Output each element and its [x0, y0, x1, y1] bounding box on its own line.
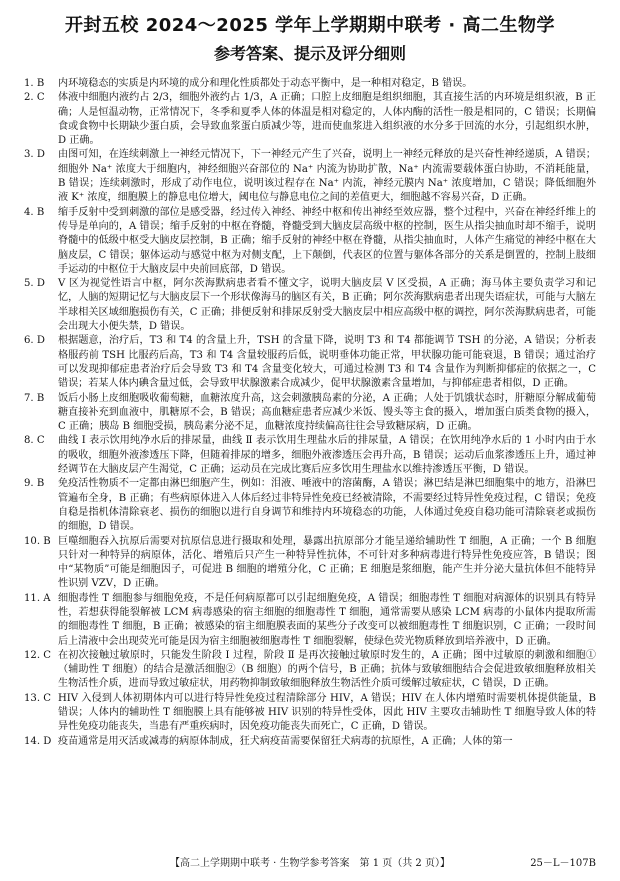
answer-explanation: 曲线 Ⅰ 表示饮用纯净水后的排尿量，曲线 Ⅱ 表示饮用生理盐水后的排尿量，A 错误；在饮用纯净水后的 1 小时内由于水的吸收，细胞外液渗透压下降，但随着排尿的增多，细胞外液渗透压会再升高，B 错误；运动后血浆渗透压上升，通过神经调节在大脑皮层产生渴觉，C 正确；运动员在完成比赛后应多饮用生理盐水以维持渗透压平衡，D 错误。: [58, 435, 596, 476]
answer-item: [24, 334, 596, 391]
answer-explanation: 内环境稳态的实质是内环境的成分和理化性质都处于动态平衡中，是一种相对稳定，B 错误。: [58, 78, 473, 89]
answer-item: [24, 277, 596, 334]
answer-explanation: HIV 入侵到人体初期体内可以进行特异性免疫过程清除部分 HIV，A 错误；HIV 在人体内增殖时需要机体提供能量，B 错误；人体内的辅助性 T 细胞膜上具有能够被 HIV 识别的特异性受体，因此 HIV 主要攻击辅助性 T 细胞导致人体的特异性免疫功能丧失，当患有严重疾病时，因免疫功能丧失而死亡，C 正确，D 错误。: [58, 692, 596, 733]
answer-item: [24, 148, 596, 205]
answer-item: [24, 592, 596, 649]
answer-item: [24, 535, 596, 592]
answer-number: 12. C: [24, 649, 51, 661]
answer-item: [24, 692, 596, 735]
answer-explanation: 根据题意，治疗后，T3 和 T4 的含量上升，TSH 的含量下降，说明 T3 和 T4 都能调节 TSH 的分泌，A 错误；分析表格服药前 TSH 比服药后高，T3 和 T4 含量较服药后低，说明垂体功能正常，甲状腺功能可能衰退，B 错误；通过治疗可以发现抑郁症患者治疗后会导致 T3 和 T4 含量变化较大，可通过检测 T3 和 T4 含量作为判断抑郁症的依据之一，C 错误；若某人体内碘含量过低，会导致甲状腺激素合成减少，促甲状腺激素含量增加，与抑郁症患者相似，D 正确。: [58, 335, 596, 390]
answer-item: [24, 434, 596, 477]
answer-explanation: 由图可知，在连续刺激上一神经元情况下，下一神经元产生了兴奋，说明上一神经元释放的是兴奋性神经递质，A 错误；细胞外 Na⁺ 浓度大于细胞内，神经细胞兴奋部位的 Na⁺ 内流为协助扩散，Na⁺ 内流需要载体蛋白协助，不消耗能量，B 错误；连续刺激时，形成了动作电位，说明该过程存在 Na⁺ 内流，神经元膜内 Na⁺ 浓度增加，C 错误；降低细胞外液 K⁺ 浓度，细胞膜上的静息电位增大，阈电位与静息电位之间的差值更大，细胞越不容易兴奋，D 正确。: [58, 149, 596, 204]
answer-list: [24, 77, 596, 749]
footer-page-info: 【高二上学期期中联考 · 生物学参考答案 第 1 页（共 2 页）】: [170, 858, 450, 869]
page-subtitle: 参考答案、提示及评分细则: [213, 44, 406, 63]
footer-code: 25－L－107B: [530, 858, 596, 869]
answer-number: 7. B: [24, 392, 45, 404]
answer-explanation: 饭后小肠上皮细胞吸收葡萄糖，血糖浓度升高，这会刺激胰岛素的分泌，A 正确；人处于饥饿状态时，肝糖原分解成葡萄糖直接补充到血液中，肌糖原不会，B 错误；高血糖症患者应减少米饭、馒头等主食的摄入，增加蛋白质类食物的摄入，C 正确；胰岛 B 细胞受损，胰岛素分泌不足，血糖浓度持续偏高往往会导致糖尿病，D 正确。: [58, 392, 596, 433]
answer-item: [24, 735, 596, 749]
answer-number: 5. D: [24, 278, 45, 290]
answer-item: [24, 77, 596, 91]
answer-number: 14. D: [24, 735, 52, 747]
answer-explanation: V 区为视觉性语言中枢，阿尔茨海默病患者看不懂文字，说明大脑皮层 V 区受损，A 正确；海马体主要负责学习和记忆，人脑的短期记忆与大脑皮层下一个形状像海马的脑区有关，B 正确；阿尔茨海默病患者出现失语症状，可能与大脑左半球相关区域细胞损伤有关，C 正确；排便反射和排尿反射受大脑皮层中相应高级中枢的调控，阿尔茨海默病患者，可能会出现大小便失禁，D 错误。: [58, 278, 596, 333]
answer-item: [24, 649, 596, 692]
answer-number: 4. B: [24, 206, 45, 218]
answer-explanation: 细胞毒性 T 细胞参与细胞免疫，不是任何病原都可以引起细胞免疫，A 错误；细胞毒性 T 细胞对病源体的识别具有特异性，若想获得能裂解被 LCM 病毒感染的宿主细胞的细胞毒性 T 细胞，通常需要从感染 LCM 病毒的小鼠体内提取所需的细胞毒性 T 细胞，B 正确；被感染的宿主细胞膜表面的某些分子改变可以被细胞毒性 T 细胞识别，C 正确；一段时间后上清液中会出现荧光可能是因为宿主细胞被细胞毒性 T 细胞裂解，使绿色荧光物质释放到培养液中，D 正确。: [58, 592, 596, 647]
answer-number: 1. B: [24, 78, 45, 89]
answer-number: 3. D: [24, 149, 45, 161]
answer-explanation: 疫苗通常是用灭活或减毒的病原体制成，狂犬病疫苗需要保留狂犬病毒的抗原性，A 正确；人体的第一: [58, 735, 513, 747]
answer-item: [24, 477, 596, 534]
answer-item: [24, 206, 596, 277]
answer-explanation: 免疫活性物质不一定都由淋巴细胞产生，例如：泪液、唾液中的溶菌酶，A 错误；淋巴结是淋巴细胞集中的地方，沿淋巴管遍布全身，B 正确；有些病原体进入人体后经过非特异性免疫已经被清除，不需要经过特异性免疫过程，C 错误；免疫自稳是指机体清除衰老、损伤的细胞以进行自身调节和维持内环境稳态的功能，人体通过免疫自稳功能可清除衰老或损伤的细胞，D 错误。: [58, 478, 596, 533]
answer-explanation: 缩手反射中受到刺激的部位是感受器，经过传入神经、神经中枢和传出神经至效应器，整个过程中，兴奋在神经纤维上的传导是单向的，A 错误；缩手反射的中枢在脊髓，脊髓受到大脑皮层高级中枢的控制，医生从指尖抽血时却不缩手，说明脊髓中的低级中枢受大脑皮层控制，B 正确；缩手反射的神经中枢在脊髓，从指尖抽血时，人体产生痛觉的神经中枢在大脑皮层，C 错误；躯体运动与感觉中枢为对侧支配，上下颠倒，代表区的位置与躯体各部分的关系是倒置的，控制上肢细手运动的中枢位于大脑皮层中央前回底部，D 错误。: [58, 206, 596, 275]
answer-item: [24, 392, 596, 435]
answer-number: 6. D: [24, 335, 45, 347]
answer-number: 11. A: [24, 592, 51, 604]
page-footer: [24, 857, 596, 871]
answer-explanation: 体液中细胞内液约占 2/3，细胞外液约占 1/3，A 正确；口腔上皮细胞是组织细胞，其直接生活的内环境是组织液，B 正确；人是恒温动物，正常情况下，冬季和夏季人体的体温是相对稳定的，人体内酶的活性一般是相同的，C 错误；长期偏食或食物中长期缺少蛋白质，会导致血浆蛋白质减少等，进而使血浆进入组织液的水分多于回流的水分，引起组织水肿，D 正确。: [58, 92, 596, 147]
answer-number: 13. C: [24, 692, 51, 704]
answer-number: 2. C: [24, 92, 45, 104]
answer-number: 10. B: [24, 535, 51, 547]
page-title: 开封五校 2024～2025 学年上学期期中联考 · 高二生物学: [64, 15, 556, 36]
answer-item: [24, 91, 596, 148]
answer-number: 8. C: [24, 435, 45, 447]
answer-explanation: 在初次接触过敏原时，只能发生阶段 Ⅰ 过程，阶段 Ⅱ 是再次接触过敏原时发生的，A 正确；图中过敏原的刺激和细胞①（辅助性 T 细胞）的结合是激活细胞②（B 细胞）的两个信号，B 正确；抗体与致敏细胞结合会促进致敏细胞释放相关生物活性介质，进而导致过敏症状，用药物抑制致敏细胞释放生物活性介质可缓解过敏症状，C 错误，D 正确。: [58, 649, 596, 690]
answer-explanation: 巨噬细胞吞入抗原后需要对抗原信息进行摄取和处理，暴露出抗原部分才能呈递给辅助性 T 细胞，A 正确；一个 B 细胞只针对一种特异的病原体，活化、增殖后只产生一种特异性抗体，不可针对多种病毒进行特异性免疫应答，B 错误；图中“某物质”可能是细胞因子，可促进 B 细胞的增殖分化，C 正确；E 细胞是浆细胞，能产生并分泌大量抗体但不能特异性识别 VZV，D 正确。: [58, 535, 596, 590]
answer-number: 9. B: [24, 478, 45, 490]
